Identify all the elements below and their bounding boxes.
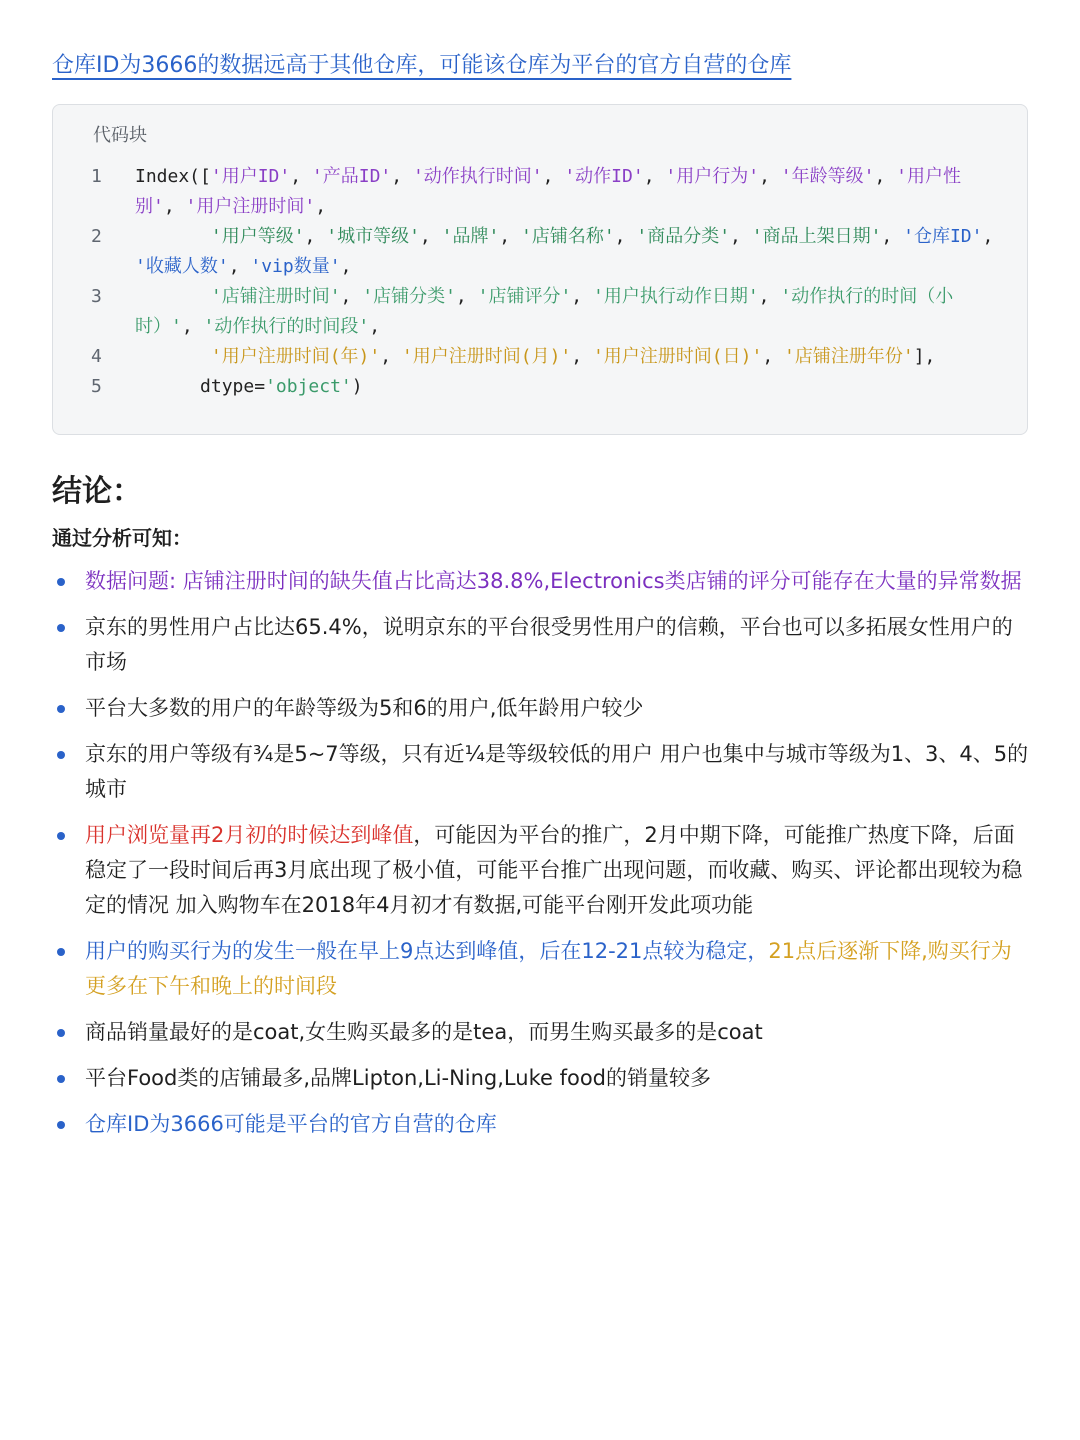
code-token: ,: [163, 196, 186, 217]
code-line: [53, 162, 1029, 222]
list-item-highlight: 用户的购买行为的发生一般在早上9点达到峰值，后在12-21点较为稳定，: [85, 939, 769, 963]
conclusion-subheading: 通过分析可知：: [52, 526, 192, 550]
code-text: [135, 342, 995, 372]
code-token: ,: [380, 346, 402, 367]
code-line: [53, 222, 1029, 282]
code-string: '店铺分类': [362, 286, 456, 307]
code-token: ,: [228, 256, 251, 277]
code-line: [53, 372, 1029, 402]
code-token: ,: [730, 226, 752, 247]
list-item-text: 京东的男性用户占比达65.4%，说明京东的平台很受男性用户的信赖，平台也可以多拓展女性用户的市场: [85, 615, 1013, 674]
list-item-highlight: 用户浏览量再2月初的时候达到峰值: [85, 823, 414, 847]
list-item: [52, 610, 1032, 680]
bullet-dot-icon: [57, 1121, 65, 1129]
code-string: '动作执行的时间段': [203, 316, 370, 337]
code-token: dtype=: [135, 376, 266, 397]
line-number: 5: [91, 376, 102, 397]
list-item-text: 数据问题: 店铺注册时间的缺失值占比高达38.8%,Electronics类店铺的评分可能存在大量的异常数据: [85, 569, 1022, 593]
bullet-dot-icon: [57, 751, 65, 759]
code-token: Index([: [135, 166, 211, 187]
list-item: [52, 1061, 1032, 1096]
code-token: ,: [881, 226, 904, 247]
code-string: '收藏人数': [135, 256, 229, 277]
code-string: '店铺注册年份': [784, 346, 914, 367]
code-string: '年龄等级': [780, 166, 875, 187]
code-token: ,: [315, 196, 327, 217]
code-text: [135, 222, 1005, 282]
list-item-text: 商品销量最好的是coat,女生购买最多的是tea，而男生购买最多的是coat: [85, 1020, 763, 1044]
list-item-text: ，可能因为平台的推广，2月中期下降，可能推广热度下降，后面稳定了一段时间后再3月底出现了极小值，可能平台推广出现问题，而收藏、购买、评论都出现较为稳定的情况 加入购物车在2018年4月初才有数据,可能平台刚开发此项功能: [85, 823, 1023, 917]
code-string: '品牌': [441, 226, 500, 247]
code-string: '用户注册时间(日)': [592, 346, 763, 367]
code-token: ,: [982, 226, 1005, 247]
bullet-dot-icon: [57, 832, 65, 840]
code-token: ],: [913, 346, 936, 367]
list-item: [52, 1015, 1032, 1050]
line-number: 2: [91, 226, 102, 247]
line-number: 1: [91, 166, 102, 187]
code-token: [135, 226, 211, 247]
code-string: 'object': [265, 376, 352, 397]
code-line: [53, 342, 1029, 372]
code-token: ,: [181, 316, 204, 337]
list-item-text: 京东的用户等级有¾是5~7等级，只有近¼是等级较低的用户 用户也集中与城市等级为1、3、4、5的城市: [85, 742, 1029, 801]
code-token: ,: [455, 286, 478, 307]
list-item-text: 平台大多数的用户的年龄等级为5和6的用户,低年龄用户较少: [85, 696, 644, 720]
code-string: '商品上架日期': [751, 226, 882, 247]
list-item: [52, 818, 1032, 923]
code-string: '动作ID': [564, 166, 644, 187]
code-text: [135, 162, 995, 222]
list-item: [52, 691, 1032, 726]
list-item-text: 仓库ID为3666可能是平台的官方自营的仓库: [85, 1112, 497, 1136]
list-item: [52, 737, 1032, 807]
code-token: ,: [874, 166, 897, 187]
bullet-dot-icon: [57, 1029, 65, 1037]
code-string: '店铺注册时间': [210, 286, 341, 307]
code-string: '用户注册时间(月)': [401, 346, 572, 367]
code-token: ,: [759, 166, 781, 187]
conclusion-heading: 结论：: [52, 474, 142, 509]
code-token: ,: [614, 226, 637, 247]
code-string: '动作执行的时间（小时）': [135, 286, 954, 337]
code-token: [135, 346, 211, 367]
code-token: ,: [571, 286, 593, 307]
code-string: '店铺评分': [477, 286, 572, 307]
list-item-text: 平台Food类的店铺最多,品牌Lipton,Li-Ning,Luke food的销量较多: [85, 1066, 711, 1090]
code-string: '仓库ID': [903, 226, 983, 247]
code-token: ,: [643, 166, 666, 187]
code-string: '产品ID': [311, 166, 392, 187]
code-string: '用户注册时间(年)': [210, 346, 381, 367]
code-token: ,: [304, 226, 327, 247]
code-string: '用户ID': [210, 166, 291, 187]
code-token: [135, 286, 211, 307]
code-token: ,: [499, 226, 521, 247]
bullet-dot-icon: [57, 705, 65, 713]
code-block: [52, 104, 1028, 435]
code-string: '用户性别': [135, 166, 961, 217]
code-text: [135, 372, 995, 402]
code-string: '用户行为': [665, 166, 760, 187]
code-token: ,: [340, 256, 352, 277]
code-string: '用户注册时间': [185, 196, 316, 217]
code-token: ,: [419, 226, 442, 247]
code-string: '用户执行动作日期': [592, 286, 759, 307]
code-token: ,: [290, 166, 312, 187]
bullet-dot-icon: [57, 1075, 65, 1083]
list-item: [52, 1107, 1032, 1142]
bullet-dot-icon: [57, 948, 65, 956]
line-number: 3: [91, 286, 102, 307]
list-item: [52, 934, 1032, 1004]
code-token: ,: [369, 316, 381, 337]
code-token: ,: [391, 166, 413, 187]
code-token: ,: [542, 166, 565, 187]
code-string: 'vip数量': [250, 256, 341, 277]
code-string: '店铺名称': [520, 226, 615, 247]
conclusion-list: [52, 564, 1032, 1153]
code-line: [53, 282, 1029, 342]
code-token: ): [351, 376, 363, 397]
code-token: ,: [762, 346, 784, 367]
line-number: 4: [91, 346, 102, 367]
bullet-dot-icon: [57, 578, 65, 586]
list-item: [52, 564, 1032, 599]
code-token: ,: [571, 346, 593, 367]
code-token: ,: [758, 286, 781, 307]
code-string: '动作执行时间': [412, 166, 543, 187]
code-string: '用户等级': [210, 226, 305, 247]
code-string: '城市等级': [326, 226, 420, 247]
list-item-highlight: 21点后逐渐下降,购买行为更多在下午和晚上的时间段: [85, 939, 1012, 998]
bullet-dot-icon: [57, 624, 65, 632]
code-text: [135, 282, 995, 342]
code-string: '商品分类': [636, 226, 731, 247]
code-token: ,: [340, 286, 363, 307]
code-block-title: 代码块: [93, 125, 147, 146]
code-lines: [53, 162, 1029, 402]
warehouse-link[interactable]: 仓库ID为3666的数据远高于其他仓库，可能该仓库为平台的官方自营的仓库: [52, 53, 792, 78]
